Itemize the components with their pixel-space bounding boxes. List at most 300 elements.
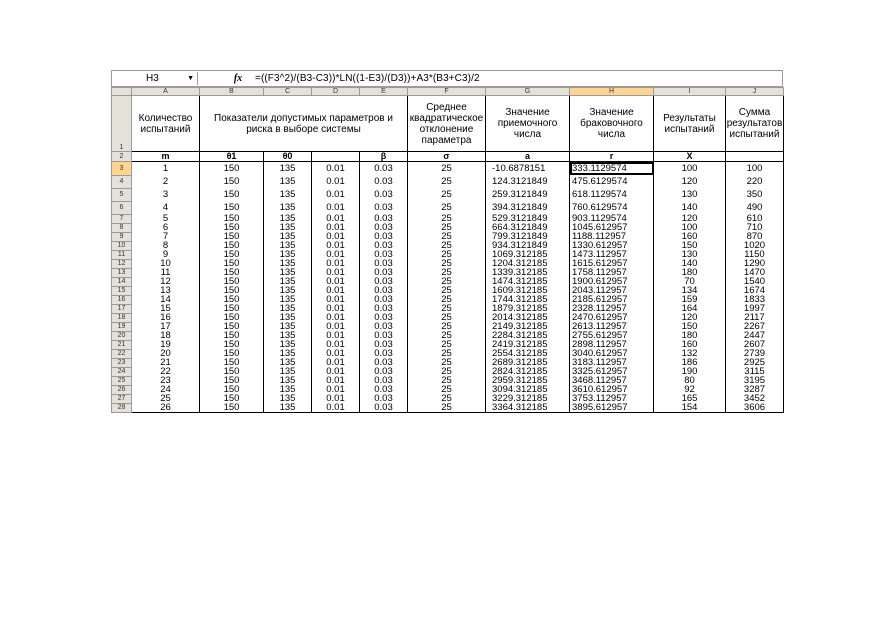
cell-c[interactable]: 135 bbox=[264, 268, 312, 277]
cell-h[interactable]: 903.1129574 bbox=[570, 214, 654, 223]
row-header[interactable]: 4 bbox=[112, 175, 132, 188]
cell-c[interactable]: 135 bbox=[264, 394, 312, 403]
cell-a[interactable]: 19 bbox=[132, 340, 200, 349]
cell-f[interactable]: 25 bbox=[408, 162, 486, 176]
cell-f[interactable]: 25 bbox=[408, 385, 486, 394]
cell-a[interactable]: 11 bbox=[132, 268, 200, 277]
row-header[interactable]: 9 bbox=[112, 232, 132, 241]
cell-b[interactable]: 150 bbox=[200, 175, 264, 188]
cell-a[interactable]: 9 bbox=[132, 250, 200, 259]
cell-j[interactable]: 2447 bbox=[726, 331, 784, 340]
cell-f[interactable]: 25 bbox=[408, 286, 486, 295]
cell-h[interactable]: 1188.112957 bbox=[570, 232, 654, 241]
cell-a[interactable]: 26 bbox=[132, 403, 200, 413]
symbol-cell[interactable]: a bbox=[486, 152, 570, 162]
cell-g[interactable]: 1609.312185 bbox=[486, 286, 570, 295]
insert-function-icon[interactable]: fx bbox=[233, 73, 243, 84]
cell-a[interactable]: 6 bbox=[132, 223, 200, 232]
row-header[interactable]: 26 bbox=[112, 385, 132, 394]
column-header-a[interactable]: A bbox=[132, 88, 200, 96]
cell-i[interactable]: 160 bbox=[654, 340, 726, 349]
cell-e[interactable]: 0.03 bbox=[360, 201, 408, 214]
cell-c[interactable]: 135 bbox=[264, 259, 312, 268]
cell-j[interactable]: 1470 bbox=[726, 268, 784, 277]
cell-h[interactable]: 3895.612957 bbox=[570, 403, 654, 413]
cell-g[interactable]: 1339.312185 bbox=[486, 268, 570, 277]
cell-a[interactable]: 13 bbox=[132, 286, 200, 295]
cell-i[interactable]: 100 bbox=[654, 223, 726, 232]
cell-c[interactable]: 135 bbox=[264, 188, 312, 201]
cell-f1[interactable]: Среднее квадратическое отклонение параметра bbox=[408, 96, 486, 152]
cell-e[interactable]: 0.03 bbox=[360, 214, 408, 223]
cell-e[interactable]: 0.03 bbox=[360, 162, 408, 176]
cell-a[interactable]: 21 bbox=[132, 358, 200, 367]
cell-g[interactable]: 3229.312185 bbox=[486, 394, 570, 403]
cell-d[interactable]: 0.01 bbox=[312, 304, 360, 313]
cell-i[interactable]: 70 bbox=[654, 277, 726, 286]
cell-h[interactable]: 760.6129574 bbox=[570, 201, 654, 214]
symbol-cell[interactable]: θ1 bbox=[200, 152, 264, 162]
cell-j[interactable]: 3115 bbox=[726, 367, 784, 376]
cell-b[interactable]: 150 bbox=[200, 376, 264, 385]
row-header[interactable]: 11 bbox=[112, 250, 132, 259]
cell-i[interactable]: 150 bbox=[654, 241, 726, 250]
column-header-h[interactable]: H bbox=[570, 88, 654, 96]
cell-e[interactable]: 0.03 bbox=[360, 394, 408, 403]
cell-b[interactable]: 150 bbox=[200, 250, 264, 259]
cell-e[interactable]: 0.03 bbox=[360, 295, 408, 304]
cell-h[interactable]: 1615.612957 bbox=[570, 259, 654, 268]
cell-a[interactable]: 14 bbox=[132, 295, 200, 304]
cell-c[interactable]: 135 bbox=[264, 403, 312, 413]
cell-b[interactable]: 150 bbox=[200, 188, 264, 201]
cell-g[interactable]: 2554.312185 bbox=[486, 349, 570, 358]
cell-b[interactable]: 150 bbox=[200, 268, 264, 277]
cell-d[interactable]: 0.01 bbox=[312, 322, 360, 331]
column-header-d[interactable]: D bbox=[312, 88, 360, 96]
cell-g[interactable]: 2959.312185 bbox=[486, 376, 570, 385]
cell-b[interactable]: 150 bbox=[200, 201, 264, 214]
cell-f[interactable]: 25 bbox=[408, 295, 486, 304]
cell-c[interactable]: 135 bbox=[264, 241, 312, 250]
cell-f[interactable]: 25 bbox=[408, 304, 486, 313]
cell-b[interactable]: 150 bbox=[200, 286, 264, 295]
cell-g[interactable]: 799.3121849 bbox=[486, 232, 570, 241]
cell-a[interactable]: 4 bbox=[132, 201, 200, 214]
cell-d[interactable]: 0.01 bbox=[312, 223, 360, 232]
cell-b[interactable]: 150 bbox=[200, 394, 264, 403]
cell-f[interactable]: 25 bbox=[408, 349, 486, 358]
cell-e[interactable]: 0.03 bbox=[360, 340, 408, 349]
cell-c[interactable]: 135 bbox=[264, 322, 312, 331]
cell-g[interactable]: 1879.312185 bbox=[486, 304, 570, 313]
cell-a[interactable]: 16 bbox=[132, 313, 200, 322]
cell-c[interactable]: 135 bbox=[264, 223, 312, 232]
cell-j[interactable]: 1674 bbox=[726, 286, 784, 295]
cell-h[interactable]: 1045.612957 bbox=[570, 223, 654, 232]
row-header[interactable]: 27 bbox=[112, 394, 132, 403]
cell-e[interactable]: 0.03 bbox=[360, 358, 408, 367]
cell-j[interactable]: 1833 bbox=[726, 295, 784, 304]
cell-h[interactable]: 2185.612957 bbox=[570, 295, 654, 304]
cell-i[interactable]: 120 bbox=[654, 175, 726, 188]
row-header[interactable]: 15 bbox=[112, 286, 132, 295]
row-header[interactable]: 1 bbox=[112, 96, 132, 152]
cell-h[interactable]: 3468.112957 bbox=[570, 376, 654, 385]
column-header-c[interactable]: C bbox=[264, 88, 312, 96]
cell-c[interactable]: 135 bbox=[264, 358, 312, 367]
cell-g[interactable]: -10.6878151 bbox=[486, 162, 570, 176]
select-all-corner[interactable] bbox=[112, 88, 132, 96]
cell-d[interactable]: 0.01 bbox=[312, 268, 360, 277]
cell-h[interactable]: 1758.112957 bbox=[570, 268, 654, 277]
cell-i[interactable]: 140 bbox=[654, 259, 726, 268]
cell-d[interactable]: 0.01 bbox=[312, 214, 360, 223]
cell-j[interactable]: 2267 bbox=[726, 322, 784, 331]
cell-h[interactable]: 2755.612957 bbox=[570, 331, 654, 340]
cell-a[interactable]: 1 bbox=[132, 162, 200, 176]
cell-h[interactable]: 1900.612957 bbox=[570, 277, 654, 286]
cell-d[interactable]: 0.01 bbox=[312, 232, 360, 241]
cell-f[interactable]: 25 bbox=[408, 367, 486, 376]
cell-c[interactable]: 135 bbox=[264, 201, 312, 214]
cell-i[interactable]: 154 bbox=[654, 403, 726, 413]
row-header[interactable]: 19 bbox=[112, 322, 132, 331]
cell-d[interactable]: 0.01 bbox=[312, 162, 360, 176]
cell-c[interactable]: 135 bbox=[264, 385, 312, 394]
cell-j[interactable]: 1020 bbox=[726, 241, 784, 250]
column-header-i[interactable]: I bbox=[654, 88, 726, 96]
cell-c[interactable]: 135 bbox=[264, 313, 312, 322]
cell-i[interactable]: 92 bbox=[654, 385, 726, 394]
cell-a[interactable]: 18 bbox=[132, 331, 200, 340]
cell-b[interactable]: 150 bbox=[200, 295, 264, 304]
cell-g[interactable]: 2014.312185 bbox=[486, 313, 570, 322]
cell-a[interactable]: 20 bbox=[132, 349, 200, 358]
cell-d[interactable]: 0.01 bbox=[312, 295, 360, 304]
symbol-cell[interactable]: σ bbox=[408, 152, 486, 162]
cell-e[interactable]: 0.03 bbox=[360, 385, 408, 394]
cell-g[interactable]: 664.3121849 bbox=[486, 223, 570, 232]
cell-i[interactable]: 130 bbox=[654, 188, 726, 201]
cell-d[interactable]: 0.01 bbox=[312, 403, 360, 413]
column-header-g[interactable]: G bbox=[486, 88, 570, 96]
cell-f[interactable]: 25 bbox=[408, 394, 486, 403]
row-header[interactable]: 23 bbox=[112, 358, 132, 367]
cell-f[interactable]: 25 bbox=[408, 376, 486, 385]
cell-i[interactable]: 164 bbox=[654, 304, 726, 313]
cell-f[interactable]: 25 bbox=[408, 232, 486, 241]
cell-c[interactable]: 135 bbox=[264, 232, 312, 241]
cell-b[interactable]: 150 bbox=[200, 403, 264, 413]
row-header[interactable]: 28 bbox=[112, 403, 132, 413]
cell-c[interactable]: 135 bbox=[264, 277, 312, 286]
cell-b[interactable]: 150 bbox=[200, 358, 264, 367]
cell-d[interactable]: 0.01 bbox=[312, 349, 360, 358]
cell-c[interactable]: 135 bbox=[264, 367, 312, 376]
cell-f[interactable]: 25 bbox=[408, 223, 486, 232]
cell-c[interactable]: 135 bbox=[264, 162, 312, 176]
cell-j[interactable]: 3606 bbox=[726, 403, 784, 413]
cell-a[interactable]: 3 bbox=[132, 188, 200, 201]
row-header[interactable]: 14 bbox=[112, 277, 132, 286]
cell-f[interactable]: 25 bbox=[408, 241, 486, 250]
cell-d[interactable]: 0.01 bbox=[312, 313, 360, 322]
column-header-e[interactable]: E bbox=[360, 88, 408, 96]
cell-g[interactable]: 1474.312185 bbox=[486, 277, 570, 286]
cell-a1[interactable]: Количество испытаний bbox=[132, 96, 200, 152]
cell-g[interactable]: 2149.312185 bbox=[486, 322, 570, 331]
cell-f[interactable]: 25 bbox=[408, 331, 486, 340]
cell-e[interactable]: 0.03 bbox=[360, 349, 408, 358]
cell-b[interactable]: 150 bbox=[200, 241, 264, 250]
cell-a[interactable]: 15 bbox=[132, 304, 200, 313]
cell-b[interactable]: 150 bbox=[200, 232, 264, 241]
row-header[interactable]: 24 bbox=[112, 367, 132, 376]
cell-h[interactable]: 3183.112957 bbox=[570, 358, 654, 367]
cell-g[interactable]: 2419.312185 bbox=[486, 340, 570, 349]
cell-i[interactable]: 80 bbox=[654, 376, 726, 385]
cell-g[interactable]: 1744.312185 bbox=[486, 295, 570, 304]
cell-e[interactable]: 0.03 bbox=[360, 241, 408, 250]
cell-i[interactable]: 190 bbox=[654, 367, 726, 376]
cell-e[interactable]: 0.03 bbox=[360, 232, 408, 241]
cell-b1-merged[interactable]: Показатели допустимых параметров и риска в выборе системы bbox=[200, 96, 408, 152]
cell-c[interactable]: 135 bbox=[264, 331, 312, 340]
cell-c[interactable]: 135 bbox=[264, 295, 312, 304]
cell-g[interactable]: 1204.312185 bbox=[486, 259, 570, 268]
cell-g1[interactable]: Значение приемочного числа bbox=[486, 96, 570, 152]
cell-h[interactable]: 2328.112957 bbox=[570, 304, 654, 313]
cell-j[interactable]: 1150 bbox=[726, 250, 784, 259]
cell-d[interactable]: 0.01 bbox=[312, 358, 360, 367]
cell-b[interactable]: 150 bbox=[200, 162, 264, 176]
cell-f[interactable]: 25 bbox=[408, 277, 486, 286]
cell-a[interactable]: 23 bbox=[132, 376, 200, 385]
cell-h[interactable]: 2613.112957 bbox=[570, 322, 654, 331]
cell-h[interactable]: 3040.612957 bbox=[570, 349, 654, 358]
cell-e[interactable]: 0.03 bbox=[360, 259, 408, 268]
cell-c[interactable]: 135 bbox=[264, 304, 312, 313]
cell-h[interactable]: 3753.112957 bbox=[570, 394, 654, 403]
cell-a[interactable]: 2 bbox=[132, 175, 200, 188]
cell-h[interactable]: 1330.612957 bbox=[570, 241, 654, 250]
cell-d[interactable]: 0.01 bbox=[312, 188, 360, 201]
cell-j[interactable]: 2607 bbox=[726, 340, 784, 349]
cell-j1[interactable]: Сумма результатов испытаний bbox=[726, 96, 784, 152]
cell-d[interactable]: 0.01 bbox=[312, 340, 360, 349]
cell-d[interactable]: 0.01 bbox=[312, 241, 360, 250]
cell-h[interactable]: 2470.612957 bbox=[570, 313, 654, 322]
cell-h[interactable]: 3325.612957 bbox=[570, 367, 654, 376]
cell-c[interactable]: 135 bbox=[264, 214, 312, 223]
cell-g[interactable]: 529.3121849 bbox=[486, 214, 570, 223]
cell-h[interactable]: 1473.112957 bbox=[570, 250, 654, 259]
row-header[interactable]: 6 bbox=[112, 201, 132, 214]
cell-j[interactable]: 2117 bbox=[726, 313, 784, 322]
cell-e[interactable]: 0.03 bbox=[360, 277, 408, 286]
cell-c[interactable]: 135 bbox=[264, 250, 312, 259]
cell-e[interactable]: 0.03 bbox=[360, 367, 408, 376]
cell-b[interactable]: 150 bbox=[200, 304, 264, 313]
cell-j[interactable]: 100 bbox=[726, 162, 784, 176]
cell-c[interactable]: 135 bbox=[264, 340, 312, 349]
cell-i[interactable]: 159 bbox=[654, 295, 726, 304]
cell-a[interactable]: 8 bbox=[132, 241, 200, 250]
row-header[interactable]: 18 bbox=[112, 313, 132, 322]
row-header[interactable]: 12 bbox=[112, 259, 132, 268]
row-header[interactable]: 3 bbox=[112, 162, 132, 176]
cell-c[interactable]: 135 bbox=[264, 175, 312, 188]
cell-h[interactable]: 3610.612957 bbox=[570, 385, 654, 394]
cell-a[interactable]: 22 bbox=[132, 367, 200, 376]
cell-i[interactable]: 132 bbox=[654, 349, 726, 358]
cell-f[interactable]: 25 bbox=[408, 175, 486, 188]
cell-b[interactable]: 150 bbox=[200, 331, 264, 340]
row-header[interactable]: 21 bbox=[112, 340, 132, 349]
symbol-cell[interactable]: β bbox=[360, 152, 408, 162]
cell-b[interactable]: 150 bbox=[200, 340, 264, 349]
cell-g[interactable]: 3094.312185 bbox=[486, 385, 570, 394]
row-header[interactable]: 10 bbox=[112, 241, 132, 250]
symbol-cell[interactable] bbox=[726, 152, 784, 162]
cell-e[interactable]: 0.03 bbox=[360, 268, 408, 277]
cell-e[interactable]: 0.03 bbox=[360, 188, 408, 201]
column-header-f[interactable]: F bbox=[408, 88, 486, 96]
cell-j[interactable]: 710 bbox=[726, 223, 784, 232]
cell-g[interactable]: 2824.312185 bbox=[486, 367, 570, 376]
cell-j[interactable]: 870 bbox=[726, 232, 784, 241]
row-header[interactable]: 16 bbox=[112, 295, 132, 304]
cell-b[interactable]: 150 bbox=[200, 313, 264, 322]
cell-j[interactable]: 220 bbox=[726, 175, 784, 188]
cell-i[interactable]: 180 bbox=[654, 268, 726, 277]
row-header[interactable]: 8 bbox=[112, 223, 132, 232]
cell-g[interactable]: 259.3121849 bbox=[486, 188, 570, 201]
row-header[interactable]: 2 bbox=[112, 152, 132, 162]
cell-b[interactable]: 150 bbox=[200, 322, 264, 331]
cell-c[interactable]: 135 bbox=[264, 286, 312, 295]
row-header[interactable]: 25 bbox=[112, 376, 132, 385]
cell-j[interactable]: 1540 bbox=[726, 277, 784, 286]
cell-i[interactable]: 120 bbox=[654, 214, 726, 223]
cell-g[interactable]: 394.3121849 bbox=[486, 201, 570, 214]
name-box[interactable] bbox=[112, 72, 198, 85]
cell-e[interactable]: 0.03 bbox=[360, 322, 408, 331]
cell-i[interactable]: 130 bbox=[654, 250, 726, 259]
cell-h[interactable]: 475.6129574 bbox=[570, 175, 654, 188]
symbol-cell[interactable]: θ0 bbox=[264, 152, 312, 162]
row-header[interactable]: 7 bbox=[112, 214, 132, 223]
cell-b[interactable]: 150 bbox=[200, 349, 264, 358]
cell-b[interactable]: 150 bbox=[200, 223, 264, 232]
cell-g[interactable]: 124.3121849 bbox=[486, 175, 570, 188]
cell-i[interactable]: 134 bbox=[654, 286, 726, 295]
cell-j[interactable]: 3452 bbox=[726, 394, 784, 403]
cell-e[interactable]: 0.03 bbox=[360, 250, 408, 259]
cell-f[interactable]: 25 bbox=[408, 322, 486, 331]
cell-f[interactable]: 25 bbox=[408, 268, 486, 277]
row-header[interactable]: 5 bbox=[112, 188, 132, 201]
cell-e[interactable]: 0.03 bbox=[360, 403, 408, 413]
cell-e[interactable]: 0.03 bbox=[360, 304, 408, 313]
cell-g[interactable]: 3364.312185 bbox=[486, 403, 570, 413]
cell-j[interactable]: 1290 bbox=[726, 259, 784, 268]
cell-b[interactable]: 150 bbox=[200, 277, 264, 286]
cell-d[interactable]: 0.01 bbox=[312, 376, 360, 385]
cell-g[interactable]: 1069.312185 bbox=[486, 250, 570, 259]
cell-h[interactable]: 2043.112957 bbox=[570, 286, 654, 295]
cell-h1[interactable]: Значение браковочного числа bbox=[570, 96, 654, 152]
cell-i[interactable]: 186 bbox=[654, 358, 726, 367]
cell-e[interactable]: 0.03 bbox=[360, 376, 408, 385]
row-header[interactable]: 13 bbox=[112, 268, 132, 277]
row-header[interactable]: 17 bbox=[112, 304, 132, 313]
symbol-cell[interactable]: X bbox=[654, 152, 726, 162]
cell-d[interactable]: 0.01 bbox=[312, 277, 360, 286]
cell-f[interactable]: 25 bbox=[408, 250, 486, 259]
cell-j[interactable]: 3195 bbox=[726, 376, 784, 385]
cell-f[interactable]: 25 bbox=[408, 188, 486, 201]
row-header[interactable]: 20 bbox=[112, 331, 132, 340]
cell-f[interactable]: 25 bbox=[408, 340, 486, 349]
cell-a[interactable]: 12 bbox=[132, 277, 200, 286]
cell-i[interactable]: 140 bbox=[654, 201, 726, 214]
cell-g[interactable]: 2689.312185 bbox=[486, 358, 570, 367]
cell-f[interactable]: 25 bbox=[408, 201, 486, 214]
cell-d[interactable]: 0.01 bbox=[312, 286, 360, 295]
row-header[interactable]: 22 bbox=[112, 349, 132, 358]
cell-j[interactable]: 1997 bbox=[726, 304, 784, 313]
cell-d[interactable]: 0.01 bbox=[312, 175, 360, 188]
cell-a[interactable]: 10 bbox=[132, 259, 200, 268]
cell-i[interactable]: 150 bbox=[654, 322, 726, 331]
symbol-cell[interactable]: r bbox=[570, 152, 654, 162]
cell-j[interactable]: 3287 bbox=[726, 385, 784, 394]
cell-i[interactable]: 160 bbox=[654, 232, 726, 241]
cell-a[interactable]: 7 bbox=[132, 232, 200, 241]
cell-a[interactable]: 25 bbox=[132, 394, 200, 403]
cell-j[interactable]: 350 bbox=[726, 188, 784, 201]
cell-d[interactable]: 0.01 bbox=[312, 250, 360, 259]
cell-g[interactable]: 934.3121849 bbox=[486, 241, 570, 250]
cell-b[interactable]: 150 bbox=[200, 385, 264, 394]
cell-a[interactable]: 5 bbox=[132, 214, 200, 223]
cell-j[interactable]: 610 bbox=[726, 214, 784, 223]
cell-c[interactable]: 135 bbox=[264, 349, 312, 358]
cell-j[interactable]: 490 bbox=[726, 201, 784, 214]
cell-i1[interactable]: Результаты испытаний bbox=[654, 96, 726, 152]
symbol-cell[interactable] bbox=[312, 152, 360, 162]
cell-h[interactable]: 333.1129574 bbox=[570, 162, 654, 176]
cell-f[interactable]: 25 bbox=[408, 259, 486, 268]
cell-a[interactable]: 17 bbox=[132, 322, 200, 331]
cell-e[interactable]: 0.03 bbox=[360, 286, 408, 295]
cell-f[interactable]: 25 bbox=[408, 313, 486, 322]
cell-a[interactable]: 24 bbox=[132, 385, 200, 394]
cell-j[interactable]: 2739 bbox=[726, 349, 784, 358]
cell-f[interactable]: 25 bbox=[408, 214, 486, 223]
cell-i[interactable]: 165 bbox=[654, 394, 726, 403]
cell-d[interactable]: 0.01 bbox=[312, 385, 360, 394]
cell-g[interactable]: 2284.312185 bbox=[486, 331, 570, 340]
column-header-b[interactable]: B bbox=[200, 88, 264, 96]
cell-f[interactable]: 25 bbox=[408, 403, 486, 413]
cell-c[interactable]: 135 bbox=[264, 376, 312, 385]
cell-b[interactable]: 150 bbox=[200, 259, 264, 268]
cell-i[interactable]: 120 bbox=[654, 313, 726, 322]
cell-b[interactable]: 150 bbox=[200, 214, 264, 223]
